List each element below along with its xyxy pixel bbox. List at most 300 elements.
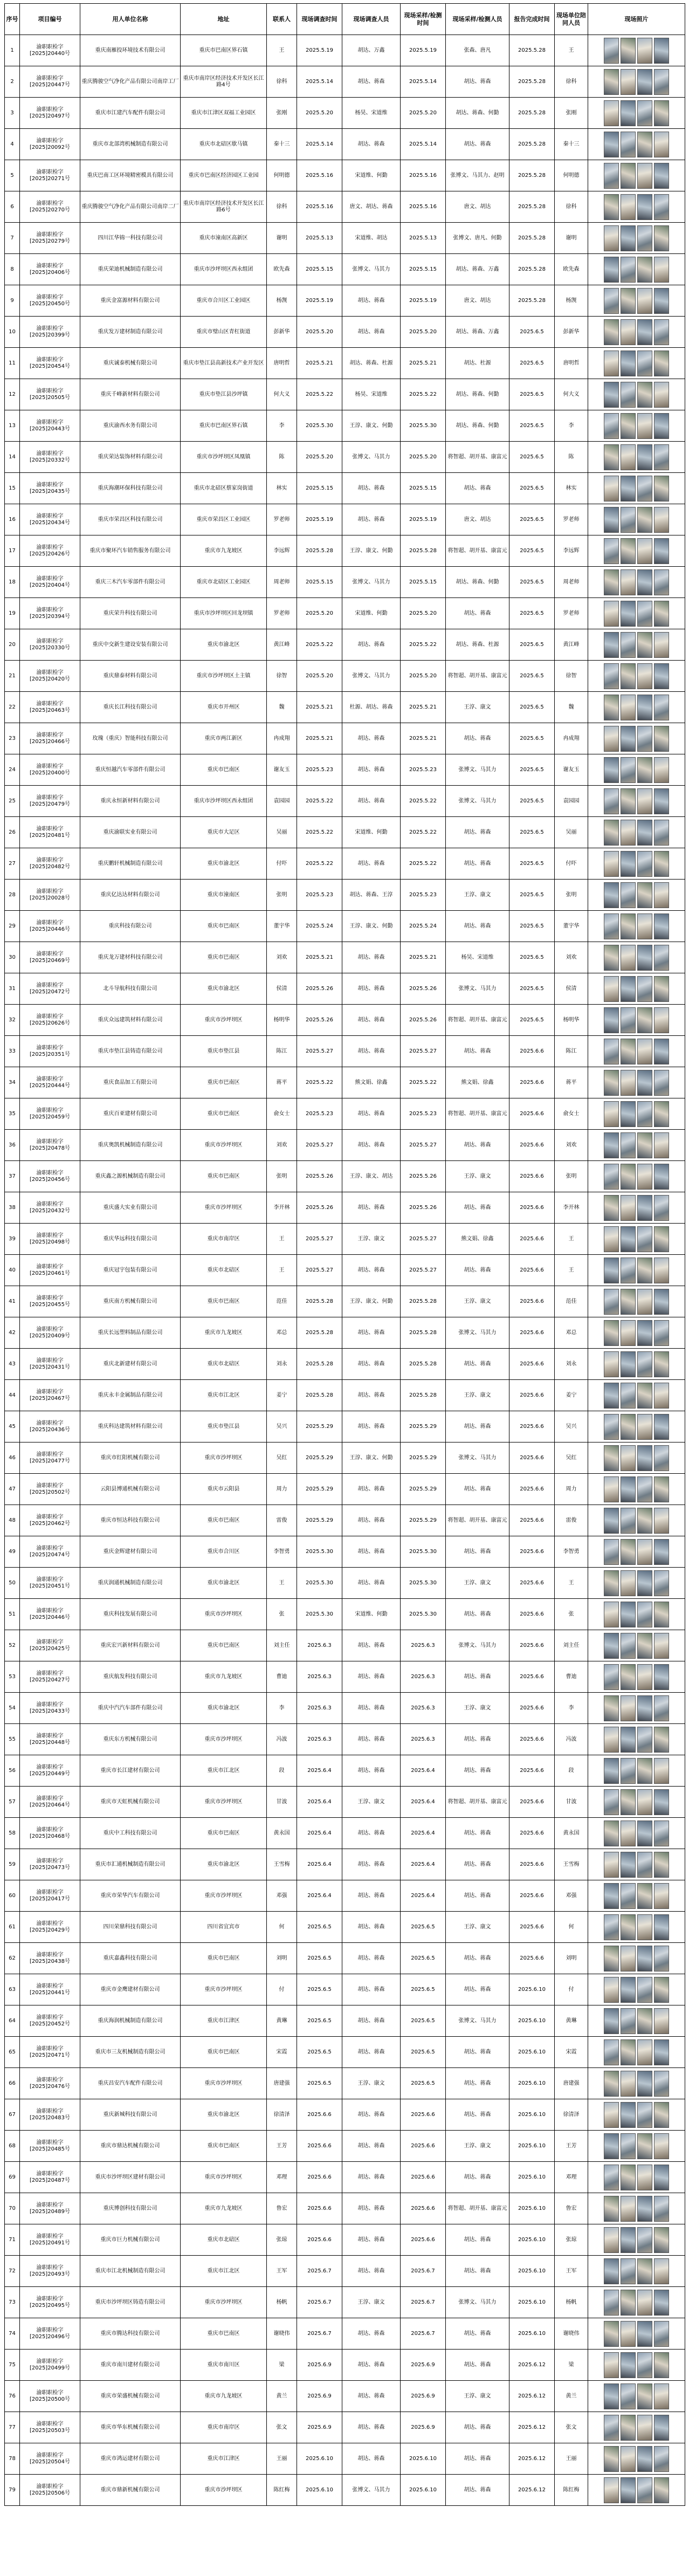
site-photo[interactable] (621, 2102, 636, 2128)
site-photo[interactable] (621, 1351, 636, 1377)
site-photo[interactable] (604, 1664, 619, 1690)
site-photo[interactable] (654, 1039, 669, 1064)
site-photo[interactable] (621, 319, 636, 345)
site-photo[interactable] (637, 945, 652, 971)
site-photo[interactable] (637, 2227, 652, 2253)
site-photo[interactable] (654, 163, 669, 189)
site-photo[interactable] (621, 1476, 636, 1502)
site-photo[interactable] (621, 2008, 636, 2034)
site-photo[interactable] (621, 2227, 636, 2253)
site-photo[interactable] (604, 726, 619, 752)
site-photo[interactable] (654, 976, 669, 1002)
site-photo[interactable] (604, 2415, 619, 2441)
site-photo[interactable] (637, 1320, 652, 1346)
site-photo[interactable] (637, 257, 652, 283)
site-photo[interactable] (604, 1539, 619, 1565)
site-photo[interactable] (637, 1977, 652, 2003)
site-photo[interactable] (621, 1758, 636, 1784)
site-photo[interactable] (654, 1946, 669, 1972)
site-photo[interactable] (637, 2102, 652, 2128)
site-photo[interactable] (654, 1789, 669, 1815)
site-photo[interactable] (621, 2477, 636, 2503)
site-photo[interactable] (621, 1633, 636, 1659)
site-photo[interactable] (621, 632, 636, 658)
site-photo[interactable] (654, 882, 669, 908)
site-photo[interactable] (604, 2008, 619, 2034)
site-photo[interactable] (637, 1602, 652, 1627)
site-photo[interactable] (621, 2383, 636, 2409)
site-photo[interactable] (654, 319, 669, 345)
site-photo[interactable] (654, 1539, 669, 1565)
site-photo[interactable] (637, 1445, 652, 1471)
site-photo[interactable] (637, 1383, 652, 1409)
site-photo[interactable] (604, 225, 619, 251)
site-photo[interactable] (637, 663, 652, 689)
site-photo[interactable] (654, 1164, 669, 1190)
site-photo[interactable] (621, 1414, 636, 1440)
site-photo[interactable] (621, 1226, 636, 1252)
site-photo[interactable] (637, 2133, 652, 2159)
site-photo[interactable] (654, 1383, 669, 1409)
site-photo[interactable] (637, 1539, 652, 1565)
site-photo[interactable] (637, 382, 652, 408)
site-photo[interactable] (604, 1320, 619, 1346)
site-photo[interactable] (637, 2039, 652, 2065)
site-photo[interactable] (621, 1695, 636, 1721)
site-photo[interactable] (637, 319, 652, 345)
site-photo[interactable] (604, 2071, 619, 2097)
site-photo[interactable] (637, 1821, 652, 1846)
site-photo[interactable] (654, 382, 669, 408)
site-photo[interactable] (621, 1007, 636, 1033)
site-photo[interactable] (604, 413, 619, 439)
site-photo[interactable] (604, 100, 619, 126)
site-photo[interactable] (604, 820, 619, 846)
site-photo[interactable] (621, 2415, 636, 2441)
site-photo[interactable] (621, 476, 636, 502)
site-photo[interactable] (621, 1320, 636, 1346)
site-photo[interactable] (654, 2258, 669, 2284)
site-photo[interactable] (604, 132, 619, 157)
site-photo[interactable] (637, 851, 652, 877)
site-photo[interactable] (654, 1852, 669, 1878)
site-photo[interactable] (637, 1570, 652, 1596)
site-photo[interactable] (654, 695, 669, 720)
site-photo[interactable] (604, 1883, 619, 1909)
site-photo[interactable] (621, 1789, 636, 1815)
site-photo[interactable] (621, 1727, 636, 1753)
site-photo[interactable] (621, 1383, 636, 1409)
site-photo[interactable] (604, 1195, 619, 1221)
site-photo[interactable] (654, 1258, 669, 1283)
site-photo[interactable] (637, 2415, 652, 2441)
site-photo[interactable] (604, 1101, 619, 1127)
site-photo[interactable] (621, 1195, 636, 1221)
site-photo[interactable] (604, 382, 619, 408)
site-photo[interactable] (604, 757, 619, 783)
site-photo[interactable] (637, 413, 652, 439)
site-photo[interactable] (654, 1727, 669, 1753)
site-photo[interactable] (604, 1445, 619, 1471)
site-photo[interactable] (621, 1289, 636, 1315)
site-photo[interactable] (654, 726, 669, 752)
site-photo[interactable] (604, 1007, 619, 1033)
site-photo[interactable] (621, 100, 636, 126)
site-photo[interactable] (621, 2165, 636, 2190)
site-photo[interactable] (637, 1258, 652, 1283)
site-photo[interactable] (621, 1164, 636, 1190)
site-photo[interactable] (621, 2258, 636, 2284)
site-photo[interactable] (621, 1570, 636, 1596)
site-photo[interactable] (604, 2477, 619, 2503)
site-photo[interactable] (604, 945, 619, 971)
site-photo[interactable] (604, 1914, 619, 1940)
site-photo[interactable] (621, 163, 636, 189)
site-photo[interactable] (654, 1570, 669, 1596)
site-photo[interactable] (637, 288, 652, 314)
site-photo[interactable] (654, 2446, 669, 2472)
site-photo[interactable] (604, 1476, 619, 1502)
site-photo[interactable] (604, 2133, 619, 2159)
site-photo[interactable] (604, 38, 619, 64)
site-photo[interactable] (604, 1164, 619, 1190)
site-photo[interactable] (621, 913, 636, 939)
site-photo[interactable] (637, 2290, 652, 2316)
site-photo[interactable] (621, 351, 636, 376)
site-photo[interactable] (621, 1821, 636, 1846)
site-photo[interactable] (621, 1132, 636, 1158)
site-photo[interactable] (637, 820, 652, 846)
site-photo[interactable] (654, 1351, 669, 1377)
site-photo[interactable] (637, 2258, 652, 2284)
site-photo[interactable] (621, 1852, 636, 1878)
site-photo[interactable] (604, 507, 619, 533)
site-photo[interactable] (621, 1445, 636, 1471)
site-photo[interactable] (637, 2071, 652, 2097)
site-photo[interactable] (654, 69, 669, 95)
site-photo[interactable] (604, 1789, 619, 1815)
site-photo[interactable] (621, 132, 636, 157)
site-photo[interactable] (654, 257, 669, 283)
site-photo[interactable] (637, 1070, 652, 1096)
site-photo[interactable] (621, 444, 636, 470)
site-photo[interactable] (637, 2446, 652, 2472)
site-photo[interactable] (654, 1664, 669, 1690)
site-photo[interactable] (637, 1758, 652, 1784)
site-photo[interactable] (621, 2071, 636, 2097)
site-photo[interactable] (637, 2477, 652, 2503)
site-photo[interactable] (604, 882, 619, 908)
site-photo[interactable] (604, 1414, 619, 1440)
site-photo[interactable] (621, 2446, 636, 2472)
site-photo[interactable] (654, 2196, 669, 2222)
site-photo[interactable] (604, 1758, 619, 1784)
site-photo[interactable] (654, 820, 669, 846)
site-photo[interactable] (637, 601, 652, 627)
site-photo[interactable] (654, 851, 669, 877)
site-photo[interactable] (637, 726, 652, 752)
site-photo[interactable] (654, 1602, 669, 1627)
site-photo[interactable] (637, 1852, 652, 1878)
site-photo[interactable] (621, 1070, 636, 1096)
site-photo[interactable] (604, 1226, 619, 1252)
site-photo[interactable] (637, 757, 652, 783)
site-photo[interactable] (621, 882, 636, 908)
site-photo[interactable] (654, 2102, 669, 2128)
site-photo[interactable] (621, 1602, 636, 1627)
site-photo[interactable] (654, 1883, 669, 1909)
site-photo[interactable] (637, 1633, 652, 1659)
site-photo[interactable] (637, 538, 652, 564)
site-photo[interactable] (621, 225, 636, 251)
site-photo[interactable] (621, 413, 636, 439)
site-photo[interactable] (637, 1664, 652, 1690)
site-photo[interactable] (654, 2352, 669, 2378)
site-photo[interactable] (604, 1351, 619, 1377)
site-photo[interactable] (654, 2008, 669, 2034)
site-photo[interactable] (621, 695, 636, 720)
site-photo[interactable] (604, 319, 619, 345)
site-photo[interactable] (604, 444, 619, 470)
site-photo[interactable] (637, 1351, 652, 1377)
site-photo[interactable] (621, 2321, 636, 2347)
site-photo[interactable] (654, 1821, 669, 1846)
site-photo[interactable] (654, 1289, 669, 1315)
site-photo[interactable] (637, 1226, 652, 1252)
site-photo[interactable] (621, 1039, 636, 1064)
site-photo[interactable] (621, 507, 636, 533)
site-photo[interactable] (637, 632, 652, 658)
site-photo[interactable] (621, 257, 636, 283)
site-photo[interactable] (654, 507, 669, 533)
site-photo[interactable] (621, 788, 636, 814)
site-photo[interactable] (654, 569, 669, 595)
site-photo[interactable] (604, 1852, 619, 1878)
site-photo[interactable] (637, 1914, 652, 1940)
site-photo[interactable] (604, 601, 619, 627)
site-photo[interactable] (604, 2352, 619, 2378)
site-photo[interactable] (637, 507, 652, 533)
site-photo[interactable] (637, 100, 652, 126)
site-photo[interactable] (621, 1883, 636, 1909)
site-photo[interactable] (654, 2383, 669, 2409)
site-photo[interactable] (654, 1226, 669, 1252)
site-photo[interactable] (604, 913, 619, 939)
site-photo[interactable] (604, 538, 619, 564)
site-photo[interactable] (621, 1914, 636, 1940)
site-photo[interactable] (637, 132, 652, 157)
site-photo[interactable] (604, 1039, 619, 1064)
site-photo[interactable] (637, 913, 652, 939)
site-photo[interactable] (654, 2415, 669, 2441)
site-photo[interactable] (654, 194, 669, 220)
site-photo[interactable] (637, 351, 652, 376)
site-photo[interactable] (654, 1695, 669, 1721)
site-photo[interactable] (604, 1289, 619, 1315)
site-photo[interactable] (604, 1508, 619, 1534)
site-photo[interactable] (604, 1132, 619, 1158)
site-photo[interactable] (637, 569, 652, 595)
site-photo[interactable] (654, 1414, 669, 1440)
site-photo[interactable] (604, 1946, 619, 1972)
site-photo[interactable] (637, 1414, 652, 1440)
site-photo[interactable] (654, 1476, 669, 1502)
site-photo[interactable] (637, 1007, 652, 1033)
site-photo[interactable] (604, 2102, 619, 2128)
site-photo[interactable] (604, 1570, 619, 1596)
site-photo[interactable] (654, 288, 669, 314)
site-photo[interactable] (637, 225, 652, 251)
site-photo[interactable] (637, 788, 652, 814)
site-photo[interactable] (654, 632, 669, 658)
site-photo[interactable] (654, 2227, 669, 2253)
site-photo[interactable] (637, 2008, 652, 2034)
site-photo[interactable] (621, 820, 636, 846)
site-photo[interactable] (637, 882, 652, 908)
site-photo[interactable] (621, 601, 636, 627)
site-photo[interactable] (621, 382, 636, 408)
site-photo[interactable] (604, 976, 619, 1002)
site-photo[interactable] (654, 2071, 669, 2097)
site-photo[interactable] (604, 1727, 619, 1753)
site-photo[interactable] (604, 2039, 619, 2065)
site-photo[interactable] (637, 1101, 652, 1127)
site-photo[interactable] (604, 2227, 619, 2253)
site-photo[interactable] (604, 1695, 619, 1721)
site-photo[interactable] (654, 663, 669, 689)
site-photo[interactable] (637, 976, 652, 1002)
site-photo[interactable] (621, 976, 636, 1002)
site-photo[interactable] (621, 757, 636, 783)
site-photo[interactable] (621, 2352, 636, 2378)
site-photo[interactable] (604, 851, 619, 877)
site-photo[interactable] (637, 2321, 652, 2347)
site-photo[interactable] (654, 945, 669, 971)
site-photo[interactable] (621, 663, 636, 689)
site-photo[interactable] (604, 2258, 619, 2284)
site-photo[interactable] (604, 788, 619, 814)
site-photo[interactable] (654, 1101, 669, 1127)
site-photo[interactable] (654, 757, 669, 783)
site-photo[interactable] (637, 1508, 652, 1534)
site-photo[interactable] (621, 288, 636, 314)
site-photo[interactable] (604, 194, 619, 220)
site-photo[interactable] (604, 2321, 619, 2347)
site-photo[interactable] (604, 1977, 619, 2003)
site-photo[interactable] (637, 38, 652, 64)
site-photo[interactable] (654, 1195, 669, 1221)
site-photo[interactable] (604, 2165, 619, 2190)
site-photo[interactable] (604, 1383, 619, 1409)
site-photo[interactable] (654, 225, 669, 251)
site-photo[interactable] (604, 351, 619, 376)
site-photo[interactable] (637, 2352, 652, 2378)
site-photo[interactable] (637, 476, 652, 502)
site-photo[interactable] (637, 1289, 652, 1315)
site-photo[interactable] (604, 2290, 619, 2316)
site-photo[interactable] (621, 38, 636, 64)
site-photo[interactable] (654, 1633, 669, 1659)
site-photo[interactable] (654, 2477, 669, 2503)
site-photo[interactable] (604, 1070, 619, 1096)
site-photo[interactable] (654, 1445, 669, 1471)
site-photo[interactable] (637, 1695, 652, 1721)
site-photo[interactable] (637, 1132, 652, 1158)
site-photo[interactable] (654, 538, 669, 564)
site-photo[interactable] (654, 1007, 669, 1033)
site-photo[interactable] (621, 2196, 636, 2222)
site-photo[interactable] (621, 851, 636, 877)
site-photo[interactable] (621, 69, 636, 95)
site-photo[interactable] (654, 1977, 669, 2003)
site-photo[interactable] (637, 1789, 652, 1815)
site-photo[interactable] (654, 913, 669, 939)
site-photo[interactable] (621, 1508, 636, 1534)
site-photo[interactable] (604, 288, 619, 314)
site-photo[interactable] (637, 444, 652, 470)
site-photo[interactable] (621, 194, 636, 220)
site-photo[interactable] (654, 2290, 669, 2316)
site-photo[interactable] (637, 163, 652, 189)
site-photo[interactable] (621, 945, 636, 971)
site-photo[interactable] (654, 38, 669, 64)
site-photo[interactable] (654, 1508, 669, 1534)
site-photo[interactable] (621, 1946, 636, 1972)
site-photo[interactable] (654, 2321, 669, 2347)
site-photo[interactable] (621, 2039, 636, 2065)
site-photo[interactable] (637, 2165, 652, 2190)
site-photo[interactable] (654, 601, 669, 627)
site-photo[interactable] (654, 1070, 669, 1096)
site-photo[interactable] (637, 1883, 652, 1909)
site-photo[interactable] (604, 69, 619, 95)
site-photo[interactable] (621, 2290, 636, 2316)
site-photo[interactable] (654, 444, 669, 470)
site-photo[interactable] (621, 1101, 636, 1127)
site-photo[interactable] (654, 1320, 669, 1346)
site-photo[interactable] (637, 2196, 652, 2222)
site-photo[interactable] (604, 1258, 619, 1283)
site-photo[interactable] (637, 1195, 652, 1221)
site-photo[interactable] (654, 788, 669, 814)
site-photo[interactable] (604, 2446, 619, 2472)
site-photo[interactable] (604, 695, 619, 720)
site-photo[interactable] (654, 1914, 669, 1940)
site-photo[interactable] (621, 1258, 636, 1283)
site-photo[interactable] (654, 413, 669, 439)
site-photo[interactable] (621, 726, 636, 752)
site-photo[interactable] (637, 695, 652, 720)
site-photo[interactable] (654, 1758, 669, 1784)
site-photo[interactable] (637, 1946, 652, 1972)
site-photo[interactable] (637, 194, 652, 220)
site-photo[interactable] (654, 1132, 669, 1158)
site-photo[interactable] (621, 2133, 636, 2159)
site-photo[interactable] (604, 632, 619, 658)
site-photo[interactable] (604, 257, 619, 283)
site-photo[interactable] (621, 1539, 636, 1565)
site-photo[interactable] (637, 2383, 652, 2409)
site-photo[interactable] (604, 1821, 619, 1846)
site-photo[interactable] (621, 1664, 636, 1690)
site-photo[interactable] (637, 1476, 652, 1502)
site-photo[interactable] (654, 132, 669, 157)
site-photo[interactable] (637, 69, 652, 95)
site-photo[interactable] (604, 163, 619, 189)
site-photo[interactable] (637, 1039, 652, 1064)
site-photo[interactable] (621, 569, 636, 595)
site-photo[interactable] (637, 1164, 652, 1190)
